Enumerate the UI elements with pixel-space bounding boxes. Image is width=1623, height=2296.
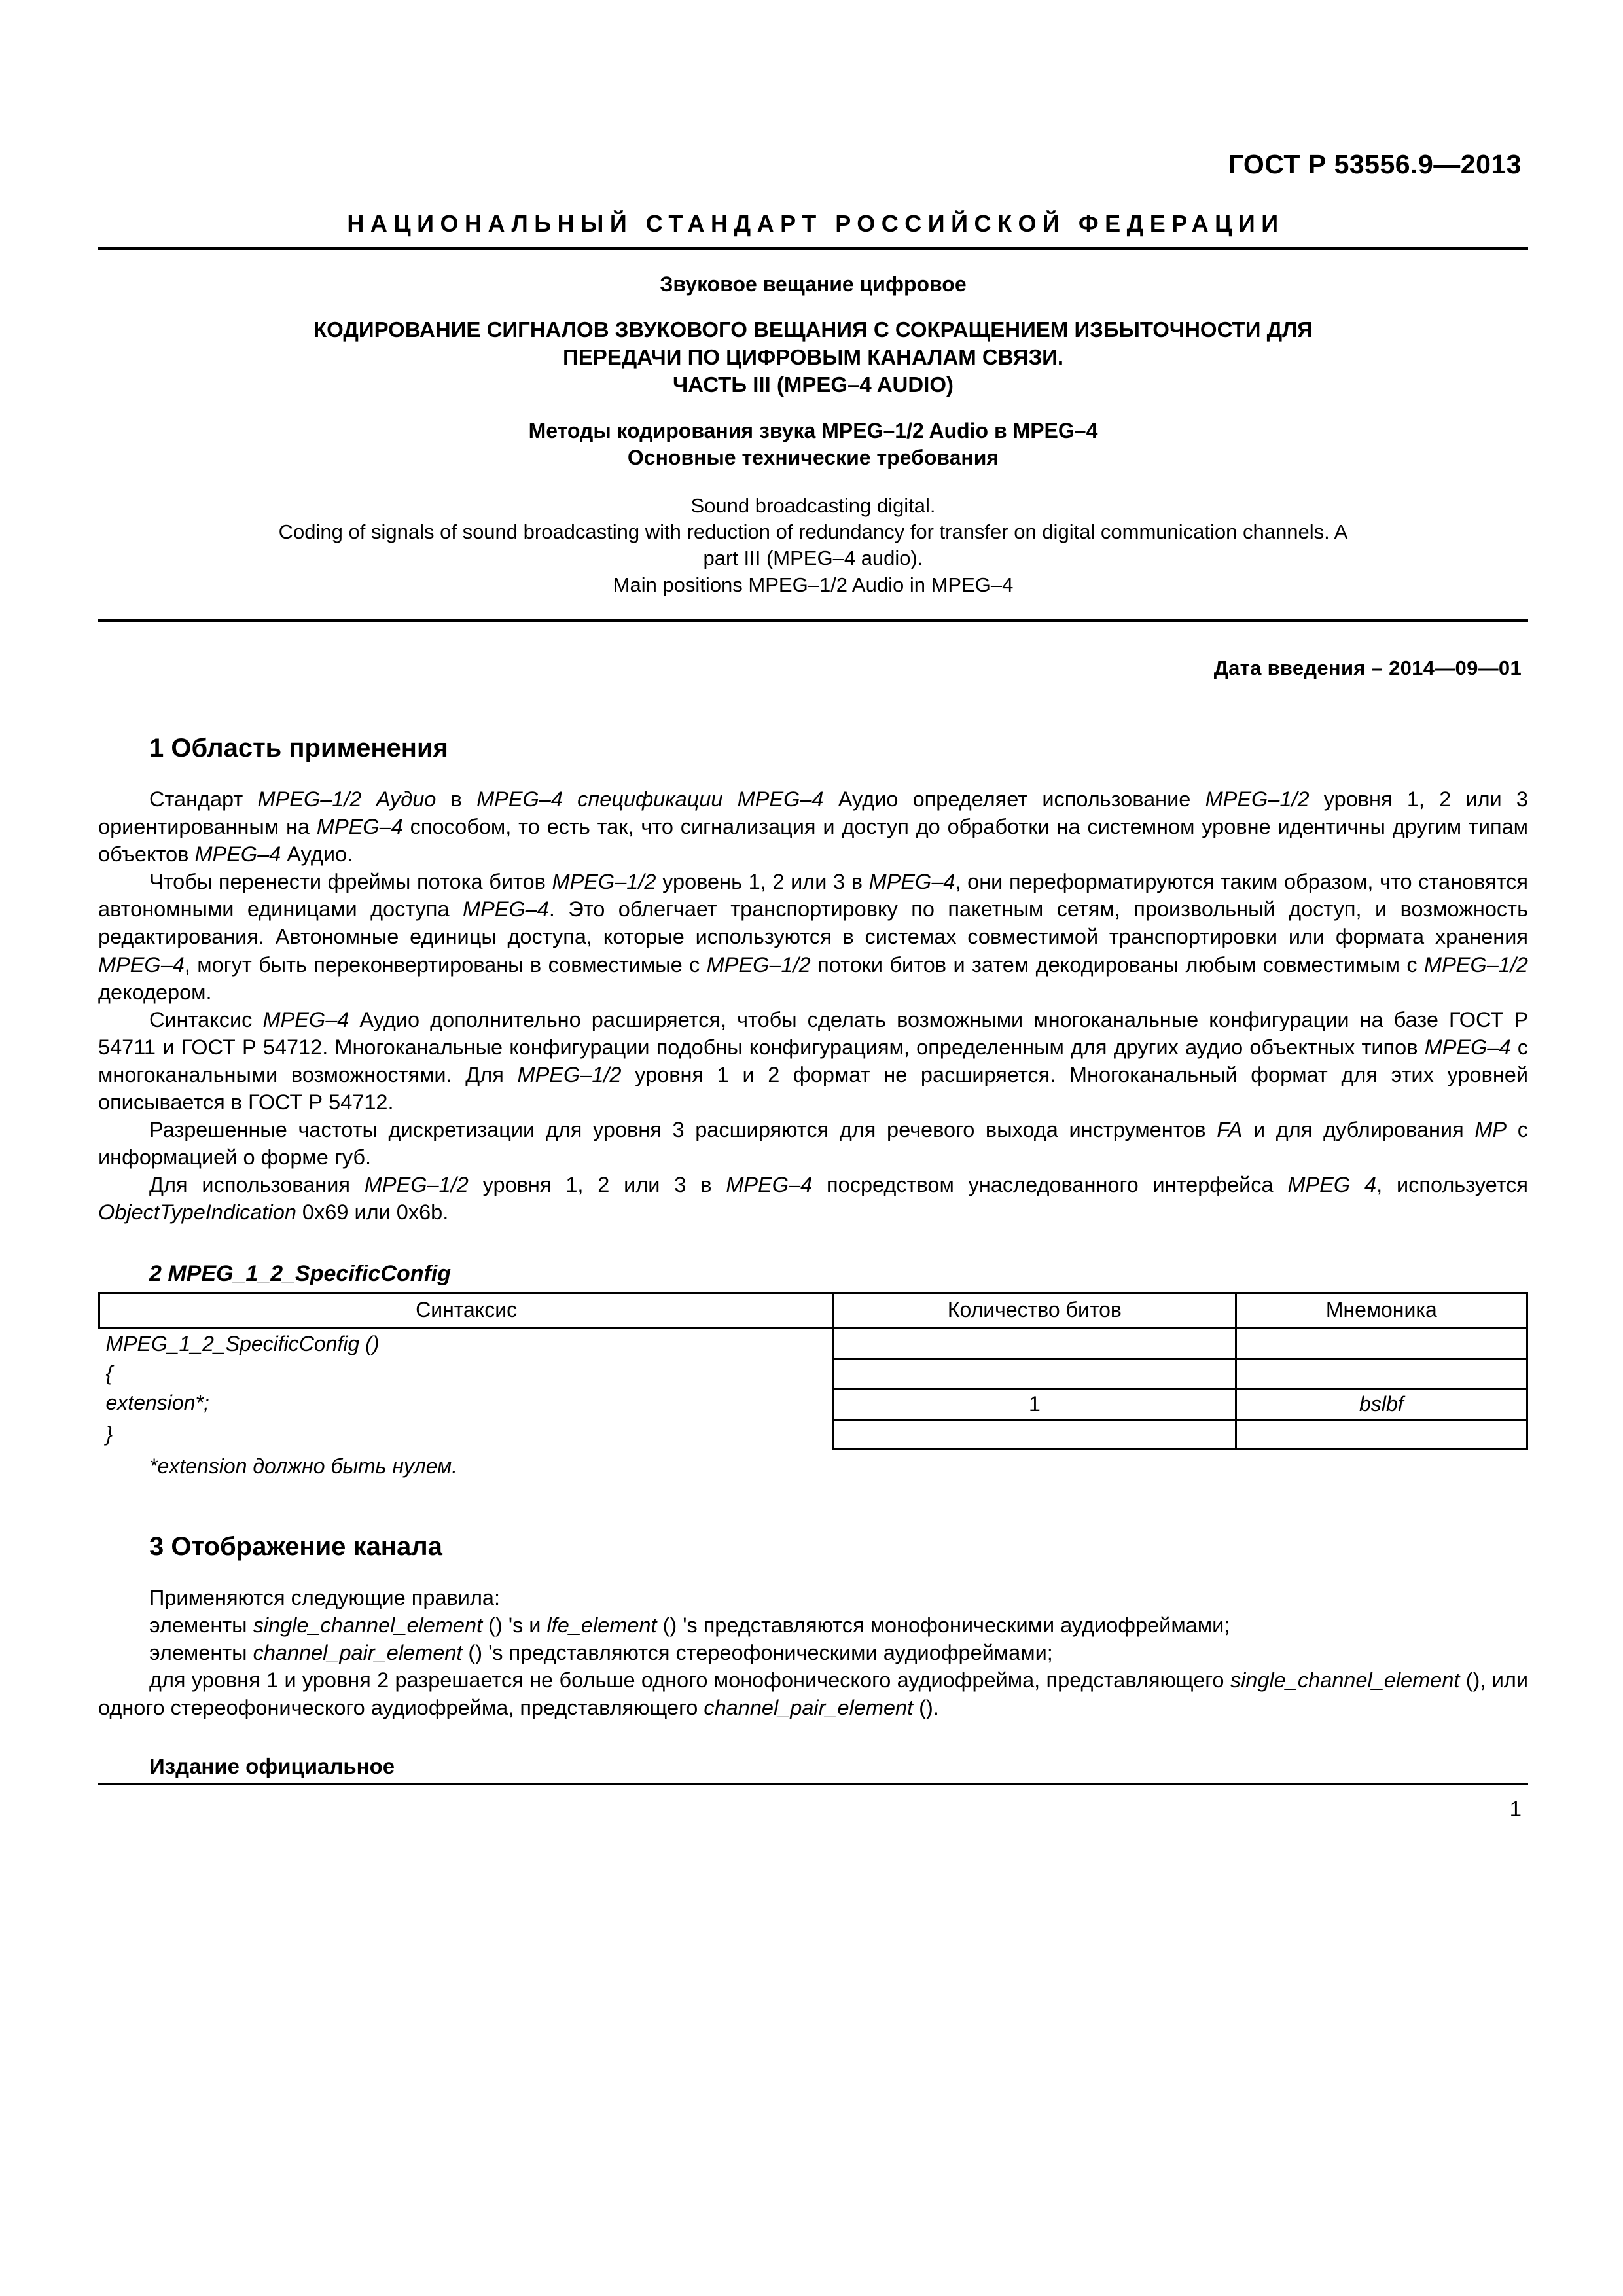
title-english bbox=[124, 493, 1502, 598]
title-main-line-1: КОДИРОВАНИЕ СИГНАЛОВ ЗВУКОВОГО ВЕЩАНИЯ С СОКРАЩЕНИЕМ ИЗБЫТОЧНОСТИ ДЛЯ bbox=[313, 317, 1313, 342]
table-footnote-text: *extension должно быть нулем. bbox=[149, 1454, 457, 1478]
section-1-paragraph-3 bbox=[98, 1006, 1528, 1116]
table-row bbox=[99, 1388, 1527, 1420]
title-main bbox=[124, 316, 1502, 399]
table-cell-bits bbox=[834, 1359, 1236, 1388]
table-row bbox=[99, 1420, 1527, 1449]
effective-date: Дата введения – 2014—09—01 bbox=[1213, 656, 1522, 680]
section-3-paragraph-4 bbox=[98, 1666, 1528, 1721]
table-cell-syntax: MPEG_1_2_SpecificConfig () bbox=[105, 1332, 380, 1356]
section-1-paragraph-2-text: Чтобы перенести фреймы потока битов MPEG–1/2 уровень 1, 2 или 3 в MPEG–4, они переформатируются таким образом, что становятся автономными единицами доступа MPEG–4. Это облегчает транспортировку по пакетным сетям, произвольный доступ, и возможность редактирования. Автономные единицы доступа, которые используются в системах совместимой транспортировки или формата хранения MPEG–4, могут быть переконвертированы в совместимые с MPEG–1/2 потоки битов и затем декодированы любым совместимым с MPEG–1/2 декодером. bbox=[98, 870, 1528, 1004]
section-3-paragraph-3 bbox=[98, 1639, 1528, 1666]
national-standard-heading: НАЦИОНАЛЬНЫЙ СТАНДАРТ РОССИЙСКОЙ ФЕДЕРАЦИИ bbox=[347, 210, 1285, 237]
page-number: 1 bbox=[1509, 1797, 1522, 1821]
table-cell-mnemonic bbox=[1236, 1359, 1527, 1388]
table-cell-syntax: { bbox=[105, 1361, 113, 1386]
title-subtitle-2 bbox=[124, 418, 1502, 472]
section-1-paragraph-5 bbox=[98, 1171, 1528, 1226]
section-3-paragraph-4-text: для уровня 1 и уровня 2 разрешается не больше одного монофонического аудиофрейма, представляющего single_channel_element (), или одного стереофонического аудиофрейма, представляющего channel_pair_element (). bbox=[98, 1668, 1528, 1720]
document-code: ГОСТ Р 53556.9—2013 bbox=[1228, 149, 1522, 179]
section-3-paragraph-1 bbox=[98, 1584, 1528, 1611]
table-header-mnemonic: Мнемоника bbox=[1236, 1293, 1527, 1329]
page-content bbox=[98, 0, 1528, 1821]
title-main-line-2: ПЕРЕДАЧИ ПО ЦИФРОВЫМ КАНАЛАМ СВЯЗИ. bbox=[562, 345, 1064, 370]
section-1-paragraph-3-text: Синтаксис MPEG–4 Аудио дополнительно расширяется, чтобы сделать возможными многоканальные конфигурации на базе ГОСТ Р 54711 и ГОСТ Р 54712. Многоканальные конфигурации подобны конфигурациям, определенным для других аудио объектных типов MPEG–4 с многоканальными возможностями. Для MPEG–1/2 уровня 1 и 2 формат не расширяется. Многоканальный формат для этих уровней описывается в ГОСТ Р 54712. bbox=[98, 1007, 1529, 1114]
section-1-paragraph-4 bbox=[98, 1116, 1528, 1171]
section-3-paragraph-2-text: элементы single_channel_element () 's и lfe_element () 's представляются монофоническими аудиофреймами; bbox=[149, 1613, 1230, 1637]
section-3-paragraph-3-text: элементы channel_pair_element () 's представляются стереофоническими аудиофреймами; bbox=[149, 1640, 1053, 1664]
title-english-line-2: Coding of signals of sound broadcasting with reduction of redundancy for transfer on digital communication channels. A bbox=[278, 520, 1348, 544]
section-1-paragraph-5-text: Для использования MPEG–1/2 уровня 1, 2 или 3 в MPEG–4 посредством унаследованного интерфейса MPEG 4, используется ObjectTypeIndication 0x69 или 0x6b. bbox=[98, 1173, 1528, 1225]
title-english-line-4: Main positions MPEG–1/2 Audio in MPEG–4 bbox=[613, 573, 1014, 596]
table-cell-bits bbox=[834, 1329, 1236, 1359]
table-cell-syntax: } bbox=[105, 1422, 113, 1446]
title-subtitle-2-line-1: Методы кодирования звука MPEG–1/2 Audio в MPEG–4 bbox=[528, 418, 1098, 442]
section-1-paragraph-1 bbox=[98, 785, 1528, 868]
title-english-line-3: part III (MPEG–4 audio). bbox=[703, 547, 923, 570]
title-block bbox=[98, 250, 1528, 598]
table-header-syntax: Синтаксис bbox=[99, 1293, 834, 1329]
title-subtitle-2-line-2: Основные технические требования bbox=[627, 446, 999, 470]
section-1-paragraph-1-text: Стандарт MPEG–1/2 Аудио в MPEG–4 спецификации MPEG–4 Аудио определяет использование MPEG–1/2 уровня 1, 2 или 3 ориентированным на MPEG–4 способом, то есть так, что сигнализация и доступ до обработки на системном уровне идентичны другим типам объектов MPEG–4 Аудио. bbox=[98, 787, 1528, 867]
table-cell-syntax: extension*; bbox=[105, 1391, 209, 1415]
section-1-paragraph-2 bbox=[98, 868, 1528, 1005]
section-1-paragraph-4-text: Разрешенные частоты дискретизации для уровня 3 расширяются для речевого выхода инструментов FA и для дублирования MP с информацией о форме губ. bbox=[98, 1118, 1528, 1170]
section-2-heading: 2 MPEG_1_2_SpecificConfig bbox=[149, 1261, 452, 1287]
title-main-line-3: ЧАСТЬ III (MPEG–4 AUDIO) bbox=[672, 372, 954, 397]
title-subtitle-1: Звуковое вещание цифровое bbox=[660, 272, 967, 296]
section-3-heading: 3 Отображение канала bbox=[149, 1532, 442, 1561]
table-cell-bits bbox=[834, 1420, 1236, 1449]
table-row bbox=[99, 1329, 1527, 1359]
section-1-heading: 1 Область применения bbox=[149, 734, 448, 763]
table-header-bits: Количество битов bbox=[834, 1293, 1236, 1329]
official-edition-label: Издание официальное bbox=[149, 1754, 395, 1779]
specific-config-table bbox=[98, 1292, 1528, 1450]
section-3-paragraph-2 bbox=[98, 1611, 1528, 1639]
table-row bbox=[99, 1359, 1527, 1388]
table-cell-mnemonic bbox=[1236, 1420, 1527, 1449]
table-cell-bits: 1 bbox=[834, 1388, 1236, 1420]
footer-rule bbox=[98, 1783, 1528, 1785]
table-cell-mnemonic: bslbf bbox=[1236, 1388, 1527, 1420]
table-cell-mnemonic bbox=[1236, 1329, 1527, 1359]
table-header-row bbox=[99, 1293, 1527, 1329]
table-footnote bbox=[149, 1454, 1528, 1479]
title-english-line-1: Sound broadcasting digital. bbox=[690, 493, 936, 517]
header-rule-bottom bbox=[98, 619, 1528, 622]
section-3-paragraph-1-text: Применяются следующие правила: bbox=[149, 1585, 501, 1609]
